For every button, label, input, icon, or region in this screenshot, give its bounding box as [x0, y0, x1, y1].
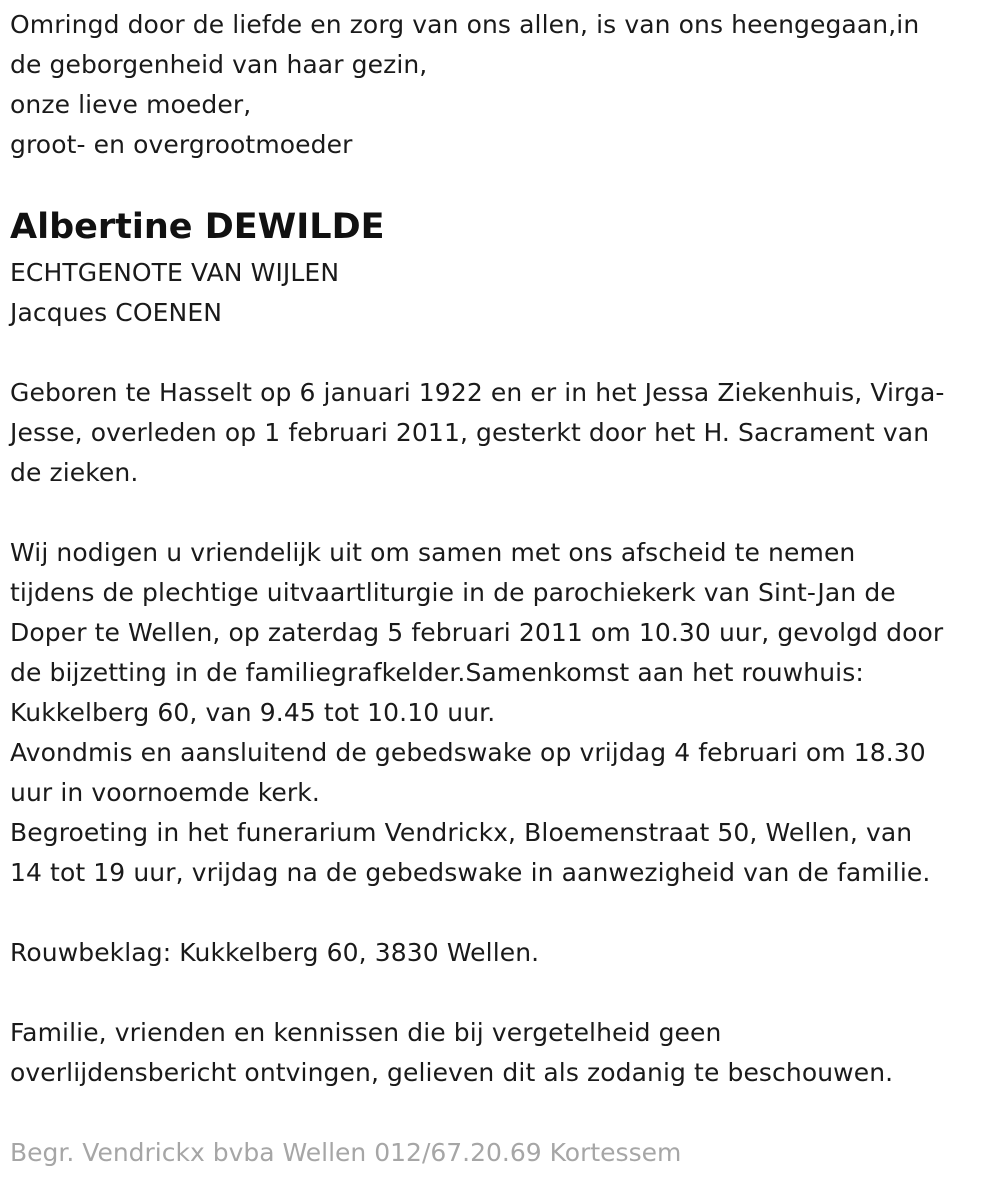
family-note-line: overlijdensbericht ontvingen, gelieven dit als zodanig te beschouwen. — [10, 1058, 894, 1087]
birth-death-line: de zieken. — [10, 458, 139, 487]
birth-death-line: Geboren te Hasselt op 6 januari 1922 en er in het Jessa Ziekenhuis, Virga- — [10, 378, 945, 407]
invitation-line: Doper te Wellen, op zaterdag 5 februari 2011 om 10.30 uur, gevolgd door — [10, 618, 944, 647]
spouse-line: ECHTGENOTE VAN WIJLEN — [10, 258, 340, 287]
invitation-line: 14 tot 19 uur, vrijdag na de gebedswake in aanwezigheid van de familie. — [10, 858, 931, 887]
invitation-line: Avondmis en aansluitend de gebedswake op vrijdag 4 februari om 18.30 — [10, 738, 926, 767]
intro-line: Omringd door de liefde en zorg van ons allen, is van ons heengegaan,in — [10, 10, 920, 39]
invitation-line: Kukkelberg 60, van 9.45 tot 10.10 uur. — [10, 698, 496, 727]
intro-paragraph — [10, 5, 919, 165]
condolence-paragraph — [10, 933, 539, 973]
birth-death-paragraph — [10, 373, 945, 493]
spouse-paragraph — [10, 253, 339, 333]
invitation-paragraph — [10, 533, 943, 893]
invitation-line: Begroeting in het funerarium Vendrickx, Bloemenstraat 50, Wellen, van — [10, 818, 913, 847]
invitation-line: tijdens de plechtige uitvaartliturgie in de parochiekerk van Sint-Jan de — [10, 578, 896, 607]
invitation-line: Wij nodigen u vriendelijk uit om samen met ons afscheid te nemen — [10, 538, 856, 567]
intro-line: onze lieve moeder, — [10, 90, 252, 119]
condolence-address: Rouwbeklag: Kukkelberg 60, 3830 Wellen. — [10, 938, 540, 967]
family-note-line: Familie, vrienden en kennissen die bij vergetelheid geen — [10, 1018, 722, 1047]
invitation-line: uur in voornoemde kerk. — [10, 778, 320, 807]
family-note-paragraph — [10, 1013, 893, 1093]
invitation-line: de bijzetting in de familiegrafkelder.Samenkomst aan het rouwhuis: — [10, 658, 864, 687]
deceased-name: Albertine DEWILDE — [10, 207, 385, 247]
intro-line: groot- en overgrootmoeder — [10, 130, 353, 159]
birth-death-line: Jesse, overleden op 1 februari 2011, gesterkt door het H. Sacrament van — [10, 418, 930, 447]
funeral-home-footer: Begr. Vendrickx bvba Wellen 012/67.20.69 Kortessem — [10, 1138, 682, 1167]
intro-line: de geborgenheid van haar gezin, — [10, 50, 428, 79]
spouse-line: Jacques COENEN — [10, 298, 223, 327]
